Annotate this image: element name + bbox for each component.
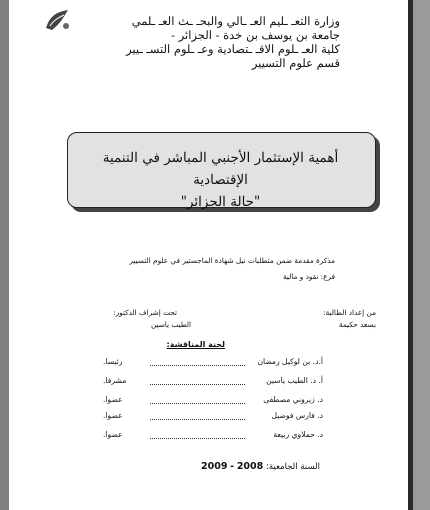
document-page <box>9 0 408 510</box>
member-name: د. حملاوي ربيعة <box>273 430 323 439</box>
year-end: 2009 <box>201 461 228 472</box>
committee-member <box>103 430 323 444</box>
year-start: 2008 <box>236 461 264 472</box>
dotted-leader <box>150 357 245 366</box>
university-seal-icon <box>42 6 74 34</box>
member-name: د. زيروني مصطفى <box>263 395 323 404</box>
member-role: عضوا. <box>103 430 123 439</box>
academic-year <box>201 461 320 472</box>
institution-header <box>126 14 340 70</box>
title-line-2: "حالة الجزائر" <box>180 194 261 210</box>
prepared-by-block <box>323 307 376 331</box>
university-line: جامعة بن يوسف بن خدة - الجزائر - <box>171 28 340 42</box>
department-line: قسم علوم التسيير <box>251 56 340 70</box>
year-separator: - <box>230 461 235 472</box>
academic-year-label: السنة الجامعية: <box>265 462 320 472</box>
member-name: أ. د. الطيب ياسين <box>266 376 323 385</box>
member-name: أ.د. بن لوكيل رمضان <box>257 357 323 366</box>
thesis-title-box <box>67 132 376 208</box>
faculty-line: كلية العـ ـلوم الاقـ ـتصادية وعـ ـلوم التسـ ـيير <box>126 42 340 56</box>
ministry-line: وزارة التعـ ـليم العـ ـالي والبحـ ـث العـ ـلمي <box>131 14 340 28</box>
memo-description <box>129 253 335 285</box>
student-name: بسعد حكيمة <box>338 320 376 329</box>
thesis-title <box>74 147 367 213</box>
title-line-1: أهمية الإستثمار الأجنبي المباشر في التنمية الإقتصادية <box>102 150 339 188</box>
supervisor-label: تحت إشراف الدكتور: <box>113 308 177 317</box>
memo-line-2: فرع: نقود و مالية <box>282 272 335 281</box>
member-role: عضوا. <box>103 395 123 404</box>
committee-member <box>103 376 323 390</box>
supervisor-block <box>113 307 191 331</box>
committee-member <box>103 357 323 371</box>
vertical-scrollbar[interactable] <box>413 0 430 510</box>
dotted-leader <box>150 411 245 420</box>
dotted-leader <box>150 430 245 439</box>
member-role: رئيسا. <box>103 357 123 366</box>
supervisor-name: الطيب ياسين <box>150 320 191 329</box>
dotted-leader <box>150 376 245 385</box>
committee-member <box>103 395 323 409</box>
committee-member <box>103 411 323 425</box>
memo-line-1: مذكرة مقدمة ضمن متطلبات نيل شهادة الماجستير في علوم التسيير <box>129 256 335 265</box>
dotted-leader <box>150 395 245 404</box>
committee-heading: لجنة المناقشة: <box>166 340 225 349</box>
prepared-by-label: من إعداد الطالبة: <box>323 308 376 317</box>
member-role: عضوا. <box>103 411 123 420</box>
member-name: د. فارس فوضيل <box>271 411 323 420</box>
member-role: مشرفا. <box>103 376 127 385</box>
